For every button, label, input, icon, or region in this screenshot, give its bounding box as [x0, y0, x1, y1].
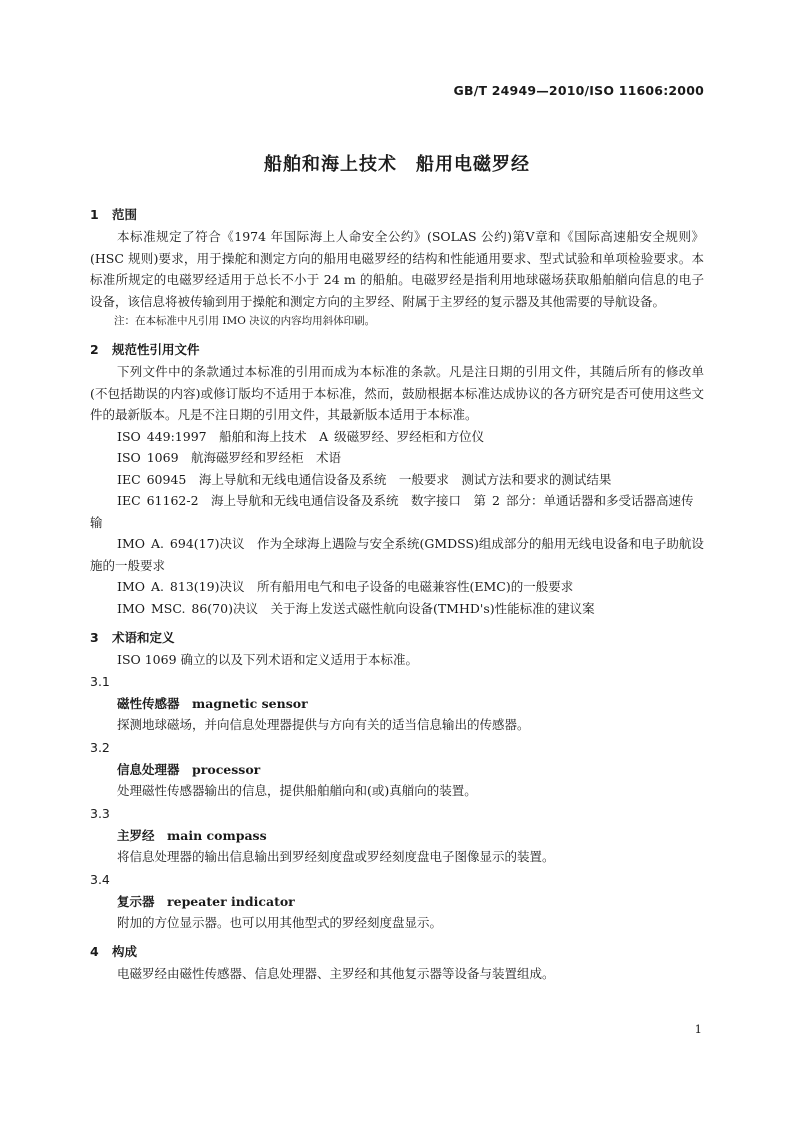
term-english: magnetic sensor	[192, 695, 308, 711]
term-english: repeater indicator	[167, 893, 295, 909]
term-english: processor	[192, 761, 261, 777]
reference-item: IEC 60945 海上导航和无线电通信设备及系统 一般要求 测试方法和要求的测试结果	[117, 471, 612, 487]
term-entry	[90, 803, 704, 867]
reference-item: IMO A. 813(19)决议 所有船用电气和电子设备的电磁兼容性(EMC)的一般要求	[117, 579, 574, 594]
references-paragraph: 下列文件中的条款通过本标准的引用而成为本标准的条款。凡是注日期的引用文件，其随后所有的修改单(不包括勘误的内容)或修订版均不适用于本标准，然而，鼓励根据本标准达成协议的各方研究是否可使用这些文件的最新版本。凡是不注日期的引用文件，其最新版本适用于本标准。	[90, 364, 704, 422]
reference-item: ISO 1069 航海磁罗经和罗经柜 术语	[117, 450, 342, 465]
section-title: 范围	[112, 207, 138, 222]
term-definition: 处理磁性传感器输出的信息，提供船舶艏向和(或)真艏向的装置。	[117, 782, 477, 798]
term-heading	[90, 825, 704, 846]
term-number: 3.4	[90, 871, 110, 887]
section-title: 规范性引用文件	[112, 342, 200, 357]
term-entry	[90, 737, 704, 801]
section-title: 术语和定义	[112, 630, 175, 645]
reference-item: ISO 449:1997 船舶和海上技术 A 级磁罗经、罗经柜和方位仪	[117, 428, 485, 444]
scope-paragraph: 本标准规定了符合《1974 年国际海上人命安全公约》(SOLAS 公约)第Ⅴ章和《国际高速船安全规则》(HSC 规则)要求，用于操舵和测定方向的船用电磁罗经的结构和性能通用要求、型式试验和单项检验要求。本标准所规定的电磁罗经适用于总长不小于 24 m 的船舶。电磁罗经是指利用地球磁场获取船舶艏向信息的电子设备，该信息将被传输到用于操舵和测定方向的主罗经、附属于主罗经的复示器及其他需要的导航设备。	[90, 229, 704, 309]
term-chinese: 信息处理器	[117, 761, 180, 777]
standard-code: GB/T 24949—2010/ISO 11606:2000	[453, 83, 704, 98]
term-english: main compass	[167, 827, 267, 843]
scope-note: 注：在本标准中凡引用 IMO 决议的内容均用斜体印刷。	[114, 315, 376, 327]
section-3-heading	[90, 627, 704, 649]
term-number: 3.1	[90, 673, 110, 689]
section-number: 4	[90, 943, 99, 959]
term-entry	[90, 869, 704, 933]
section-number: 2	[90, 342, 99, 357]
term-number: 3.3	[90, 805, 110, 821]
section-2-heading	[90, 339, 704, 361]
term-heading	[90, 891, 704, 912]
term-definition: 将信息处理器的输出信息输出到罗经刻度盘或罗经刻度盘电子图像显示的装置。	[117, 848, 555, 864]
reference-item: IEC 61162-2 海上导航和无线电通信设备及系统 数字接口 第 2 部分：单通话器和多受话器高速传输	[90, 493, 694, 530]
term-definition: 附加的方位显示器。也可以用其他型式的罗经刻度盘显示。	[117, 914, 443, 930]
term-number: 3.2	[90, 739, 110, 755]
term-chinese: 磁性传感器	[117, 695, 180, 711]
composition-paragraph: 电磁罗经由磁性传感器、信息处理器、主罗经和其他复示器等设备与装置组成。	[117, 965, 555, 981]
term-heading	[90, 693, 704, 714]
term-chinese: 主罗经	[117, 827, 155, 843]
section-1-heading	[90, 204, 704, 226]
section-number: 3	[90, 630, 99, 645]
section-title: 构成	[112, 943, 138, 959]
document-body	[90, 204, 704, 984]
term-chinese: 复示器	[117, 893, 155, 909]
term-definition: 探测地球磁场，并向信息处理器提供与方向有关的适当信息输出的传感器。	[117, 716, 530, 732]
terms-intro-paragraph: ISO 1069 确立的以及下列术语和定义适用于本标准。	[117, 652, 419, 667]
section-4-heading	[90, 941, 704, 963]
term-heading	[90, 759, 704, 780]
document-title: 船舶和海上技术 船用电磁罗经	[264, 154, 530, 175]
reference-item: IMO MSC. 86(70)决议 关于海上发送式磁性航向设备(TMHD's)性能标准的建议案	[117, 600, 595, 616]
term-entry	[90, 671, 704, 735]
page-number: 1	[694, 1022, 702, 1036]
section-number: 1	[90, 207, 99, 222]
reference-item: IMO A. 694(17)决议 作为全球海上遇险与安全系统(GMDSS)组成部分的船用无线电设备和电子助航设施的一般要求	[90, 536, 704, 573]
